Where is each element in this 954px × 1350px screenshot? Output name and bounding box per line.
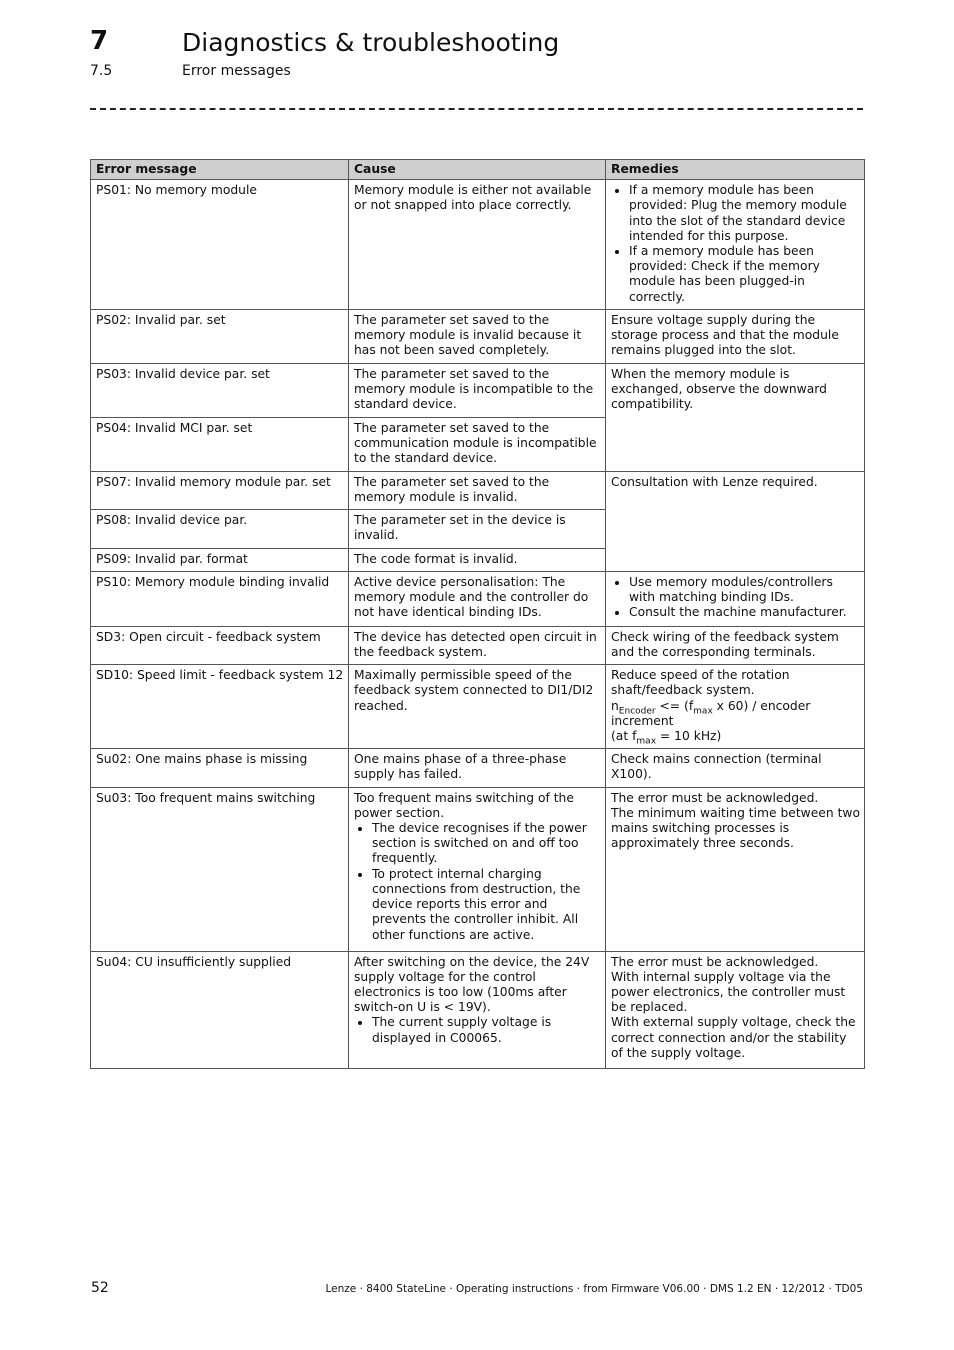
table-row [91, 180, 865, 310]
remedy-cell: Consultation with Lenze required. [606, 471, 865, 571]
table-row [91, 749, 865, 787]
table-row [91, 626, 865, 664]
column-header-error: Error message [91, 160, 349, 180]
remedy-cell [606, 665, 865, 749]
cause-cell: The parameter set saved to the memory module is invalid because it has not been saved completely. [349, 309, 606, 363]
remedy-cell: Check mains connection (terminal X100). [606, 749, 865, 787]
table-row [91, 363, 865, 417]
remedy-cell: Check wiring of the feedback system and the corresponding terminals. [606, 626, 865, 664]
error-cell: SD10: Speed limit - feedback system 12 [91, 665, 349, 749]
table-row [91, 309, 865, 363]
table-row [91, 571, 865, 626]
remedy-cell [606, 787, 865, 951]
cause-text: After switching on the device, the 24V supply voltage for the control electronics is too low (100ms after switch-on U is < 19V). [354, 954, 590, 1015]
remedy-line: The error must be acknowledged. [611, 790, 819, 805]
cause-text: Too frequent mains switching of the power section. [354, 790, 574, 820]
list-item: • The device recognises if the power section is switched on and off too frequently. [372, 821, 601, 867]
error-cell: PS07: Invalid memory module par. set [91, 471, 349, 509]
remedy-cell [606, 571, 865, 626]
page-number: 52 [91, 1280, 109, 1296]
error-cell: PS03: Invalid device par. set [91, 363, 349, 417]
column-header-remedies: Remedies [606, 160, 865, 180]
error-messages-table [90, 159, 865, 1069]
list-item: • Consult the machine manufacturer. [629, 605, 860, 620]
error-cell: Su02: One mains phase is missing [91, 749, 349, 787]
list-item: • If a memory module has been provided: Check if the memory module has been plugged-in correctly. [629, 244, 860, 305]
header-divider [90, 108, 863, 110]
remedy-text: Reduce speed of the rotation shaft/feedback system. [611, 668, 790, 698]
remedy-line: With external supply voltage, check the correct connection and/or the stability of the supply voltage. [611, 1015, 856, 1060]
cause-cell: Active device personalisation: The memory module and the controller do not have identical binding IDs. [349, 571, 606, 626]
cause-cell [349, 787, 606, 951]
chapter-title: Diagnostics & troubleshooting [182, 28, 560, 57]
error-cell: PS09: Invalid par. format [91, 548, 349, 571]
table-row [91, 951, 865, 1068]
section-number: 7.5 [90, 63, 113, 79]
list-item: • Use memory modules/controllers with matching binding IDs. [629, 575, 860, 605]
speed-formula: $n_{Encoder} <= (f_{max}$ x 60) / encoder increment [611, 698, 811, 728]
error-cell: Su03: Too frequent mains switching [91, 787, 349, 951]
chapter-number: 7 [90, 26, 109, 56]
error-cell: PS04: Invalid MCI par. set [91, 417, 349, 471]
cause-cell: One mains phase of a three-phase supply has failed. [349, 749, 606, 787]
column-header-cause: Cause [349, 160, 606, 180]
list-item: • To protect internal charging connections from destruction, the device reports this error and prevents the controller inhibit. All other functions are active. [372, 867, 601, 943]
cause-cell: The parameter set saved to the memory module is incompatible to the standard device. [349, 363, 606, 417]
cause-cell: The parameter set saved to the memory module is invalid. [349, 471, 606, 509]
cause-cell: The device has detected open circuit in the feedback system. [349, 626, 606, 664]
section-title: Error messages [182, 63, 291, 79]
table-row [91, 471, 865, 509]
error-cell: PS02: Invalid par. set [91, 309, 349, 363]
remedy-line: The error must be acknowledged. [611, 954, 819, 969]
frequency-note: (at $f_{max} = 10$ kHz) [611, 729, 722, 747]
remedy-line: With internal supply voltage via the power electronics, the controller must be replaced. [611, 969, 846, 1015]
error-cell: Su04: CU insufficiently supplied [91, 951, 349, 1068]
cause-cell: The code format is invalid. [349, 548, 606, 571]
error-cell: PS01: No memory module [91, 180, 349, 310]
remedy-cell [606, 180, 865, 310]
remedy-cell: Ensure voltage supply during the storage process and that the module remains plugged into the slot. [606, 309, 865, 363]
cause-cell: The parameter set in the device is invalid. [349, 510, 606, 548]
table-header-row [91, 160, 865, 180]
remedy-line: The minimum waiting time between two mains switching processes is approximately three seconds. [611, 805, 860, 851]
cause-cell [349, 951, 606, 1068]
table-row [91, 665, 865, 749]
remedy-cell: When the memory module is exchanged, observe the downward compatibility. [606, 363, 865, 471]
list-item: • If a memory module has been provided: Plug the memory module into the slot of the standard device intended for this purpose. [629, 183, 860, 244]
footer-doc-info: Lenze · 8400 StateLine · Operating instructions · from Firmware V06.00 · DMS 1.2 EN · 12/2012 · TD05 [325, 1283, 863, 1295]
cause-cell: The parameter set saved to the communication module is incompatible to the standard device. [349, 417, 606, 471]
error-cell: PS08: Invalid device par. [91, 510, 349, 548]
remedy-cell [606, 951, 865, 1068]
table-row [91, 787, 865, 951]
cause-cell: Maximally permissible speed of the feedback system connected to DI1/DI2 reached. [349, 665, 606, 749]
cause-cell: Memory module is either not available or not snapped into place correctly. [349, 180, 606, 310]
list-item: • The current supply voltage is displayed in C00065. [372, 1015, 601, 1045]
error-cell: SD3: Open circuit - feedback system [91, 626, 349, 664]
error-cell: PS10: Memory module binding invalid [91, 571, 349, 626]
